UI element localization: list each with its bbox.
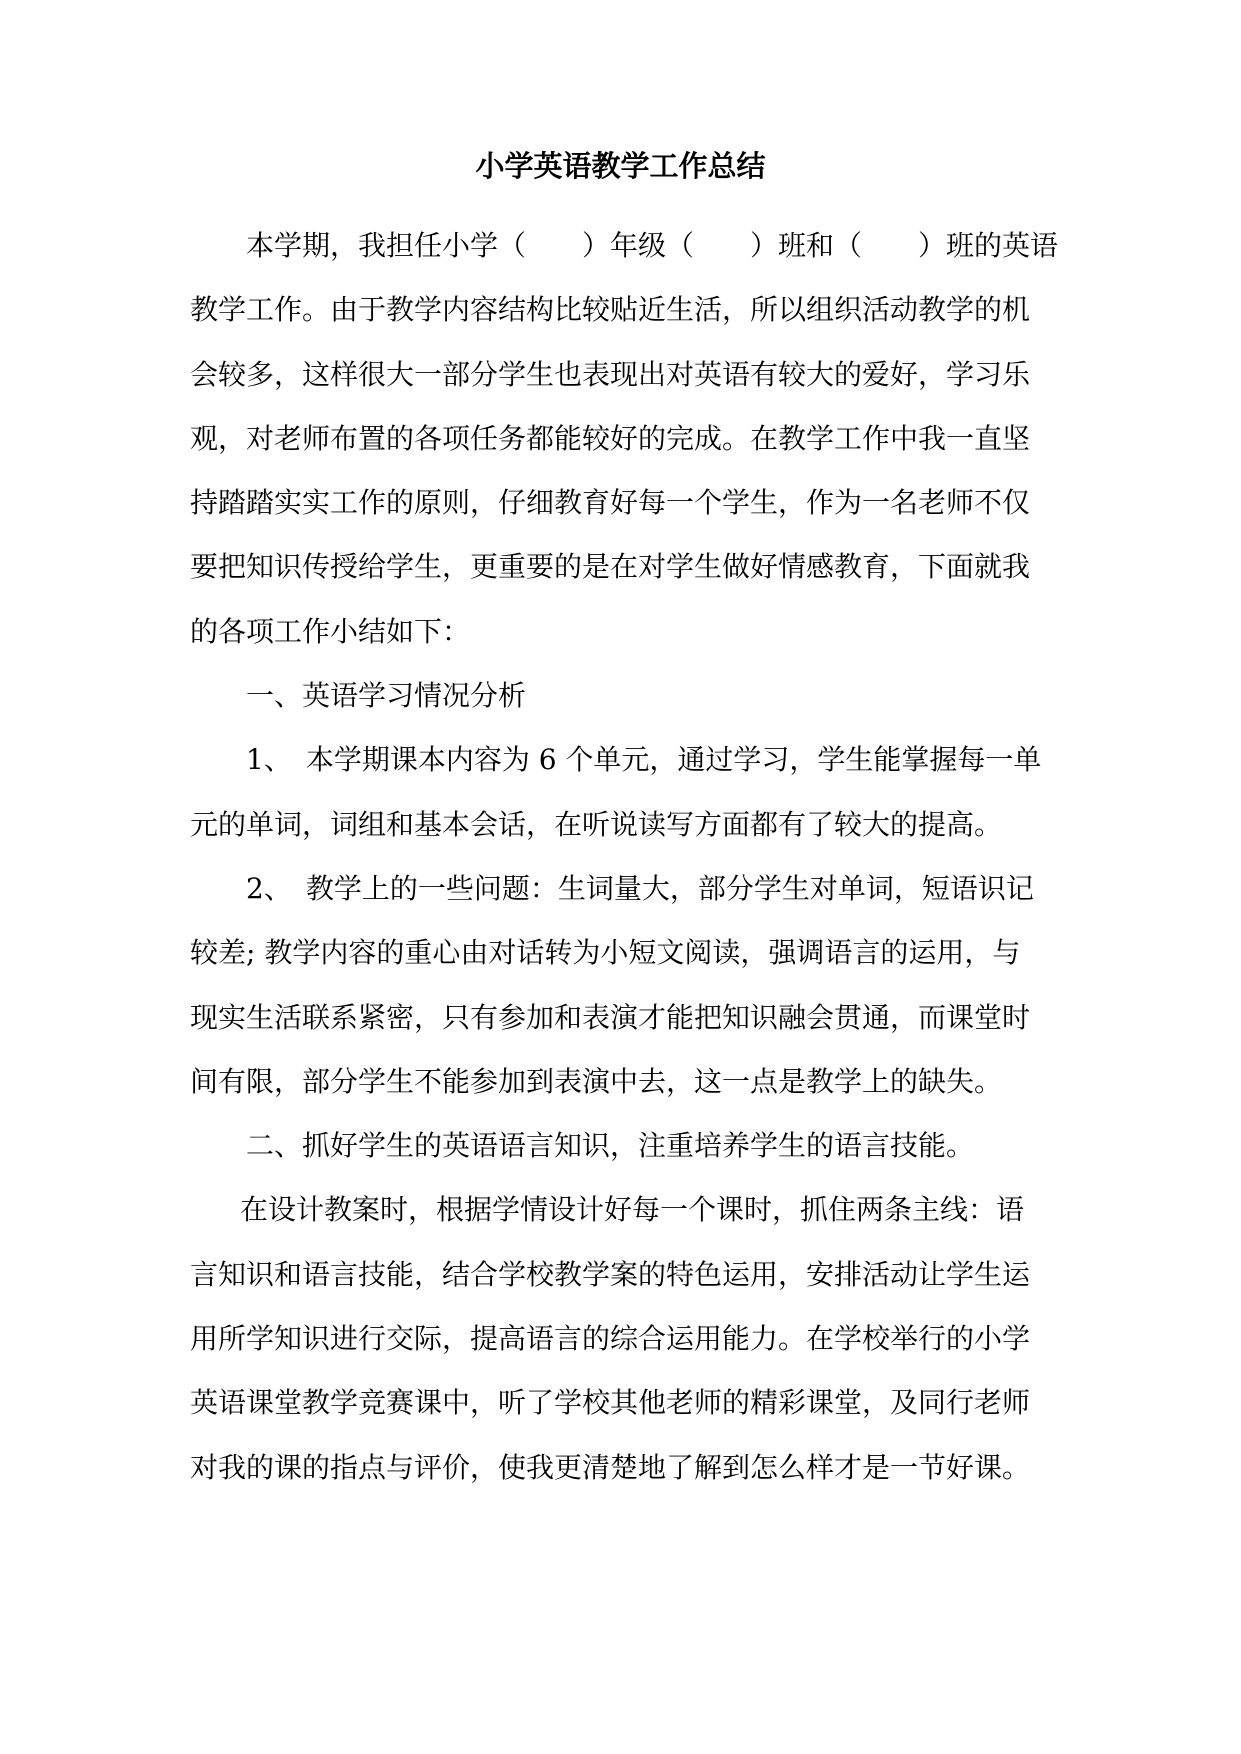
document-title: 小学英语教学工作总结 (475, 149, 766, 183)
paragraph-line: 本学期，我担任小学（ ）年级（ ）班和（ ）班的英语 (246, 229, 1059, 262)
paragraph-line: 间有限，部分学生不能参加到表演中去，这一点是教学上的缺失。 (190, 1064, 1003, 1098)
paragraph-line: 元的单词，词组和基本会话，在听说读写方面都有了较大的提高。 (190, 807, 1003, 841)
paragraph-line: 言知识和语言技能，结合学校教学案的特色运用，安排活动让学生运 (190, 1257, 1031, 1291)
list-item: 2、 教学上的一些问题：生词量大，部分学生对单词，短语识记 (246, 871, 1034, 905)
paragraph-line: 现实生活联系紧密，只有参加和表演才能把知识融会贯通，而课堂时 (190, 1000, 1031, 1034)
paragraph-line: 要把知识传授给学生，更重要的是在对学生做好情感教育，下面就我 (190, 550, 1031, 584)
section-heading: 一、英语学习情况分析 (246, 679, 527, 713)
paragraph-line: 对我的课的指点与评价，使我更清楚地了解到怎么样才是一节好课。 (190, 1450, 1031, 1484)
paragraph-line: 观，对老师布置的各项任务都能较好的完成。在教学工作中我一直坚 (190, 421, 1031, 455)
paragraph-line: 较差; 教学内容的重心由对话转为小短文阅读，强调语言的运用，与 (190, 936, 1021, 970)
paragraph-line: 英语课堂教学竞赛课中，听了学校其他老师的精彩课堂，及同行老师 (190, 1386, 1031, 1420)
paragraph-line: 在设计教案时，根据学情设计好每一个课时，抓住两条主线：语 (240, 1193, 1025, 1227)
paragraph-line: 会较多，这样很大一部分学生也表现出对英语有较大的爱好，学习乐 (190, 357, 1031, 391)
paragraph-line: 教学工作。由于教学内容结构比较贴近生活，所以组织活动教学的机 (190, 293, 1031, 327)
paragraph-line: 用所学知识进行交际，提高语言的综合运用能力。在学校举行的小学 (190, 1322, 1031, 1356)
section-heading: 二、抓好学生的英语语言知识，注重培养学生的语言技能。 (246, 1129, 975, 1163)
paragraph-line: 持踏踏实实工作的原则，仔细教育好每一个学生，作为一名老师不仅 (190, 486, 1031, 520)
document-body (190, 214, 1070, 1500)
list-item: 1、 本学期课本内容为 6 个单元，通过学习，学生能掌握每一单 (246, 743, 1042, 777)
paragraph-line: 的各项工作小结如下： (190, 614, 471, 648)
